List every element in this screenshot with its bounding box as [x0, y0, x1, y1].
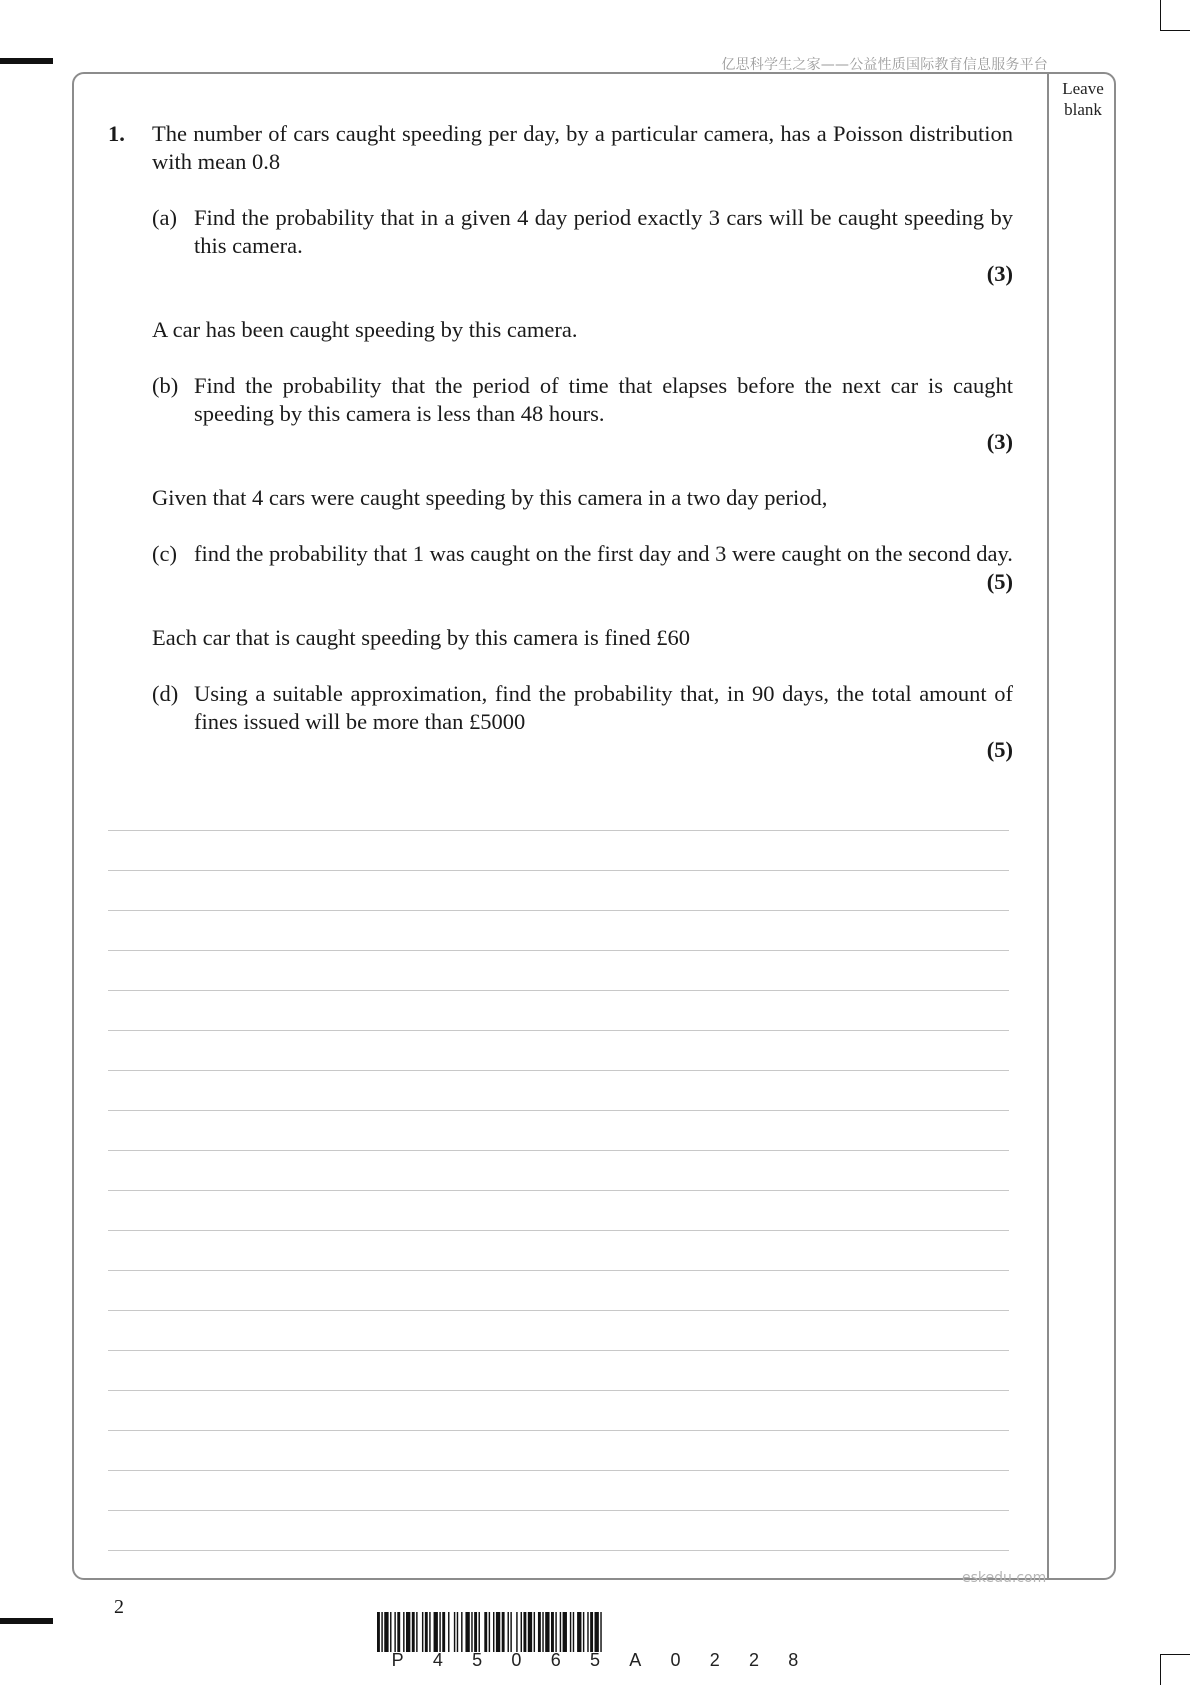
- barcode-bar: [573, 1612, 574, 1652]
- registration-mark-top-left: [0, 58, 53, 64]
- answer-line: [108, 1390, 1009, 1391]
- part-a-label: (a): [152, 205, 177, 230]
- part-b: [152, 372, 1013, 428]
- answer-line: [108, 1110, 1009, 1111]
- barcode-bar: [590, 1612, 593, 1652]
- barcode-bar: [465, 1612, 469, 1652]
- barcode-bar: [412, 1612, 415, 1652]
- answer-line: [108, 1470, 1009, 1471]
- barcode-bar: [538, 1612, 541, 1652]
- barcode-bar: [442, 1612, 445, 1652]
- barcode-bar: [390, 1612, 391, 1652]
- barcode-bar: [551, 1612, 554, 1652]
- barcode-bar: [406, 1612, 410, 1652]
- page-number: 2: [114, 1596, 124, 1618]
- barcode: [377, 1612, 813, 1652]
- answer-line: [108, 1030, 1009, 1031]
- part-b-label: (b): [152, 373, 179, 398]
- barcode-bar: [521, 1612, 522, 1652]
- barcode-bar: [493, 1612, 494, 1652]
- barcode-bar: [448, 1612, 449, 1652]
- answer-lines[interactable]: [108, 830, 1009, 1590]
- barcode-bar: [587, 1612, 588, 1652]
- part-a-marks: (3): [986, 261, 1013, 286]
- barcode-bar: [474, 1612, 477, 1652]
- context-d: Each car that is caught speeding by this camera is fined £60: [152, 625, 690, 650]
- barcode-char: A: [629, 1650, 642, 1670]
- barcode-bar: [563, 1612, 567, 1652]
- barcode-bar: [508, 1612, 509, 1652]
- barcode-char: 6: [550, 1650, 561, 1670]
- barcode-char: 0: [511, 1650, 522, 1670]
- leave-blank-line-1: Leave: [1062, 79, 1104, 98]
- question-content: [108, 120, 1013, 764]
- barcode-bar: [583, 1612, 584, 1652]
- barcode-bar: [377, 1612, 380, 1652]
- answer-line: [108, 990, 1009, 991]
- barcode-bar: [422, 1612, 423, 1652]
- barcode-bar: [416, 1612, 417, 1652]
- barcode-bar: [394, 1612, 395, 1652]
- answer-line: [108, 910, 1009, 911]
- barcode-bar: [425, 1612, 428, 1652]
- barcode-bar: [484, 1612, 487, 1652]
- question-stem-row: [108, 120, 1013, 176]
- answer-line: [108, 950, 1009, 951]
- barcode-bar: [403, 1612, 404, 1652]
- crop-mark-top-right: [1160, 0, 1190, 31]
- part-b-marks: (3): [986, 429, 1013, 454]
- barcode-bar: [489, 1612, 490, 1652]
- watermark-top: 亿思科学生之家——公益性质国际教育信息服务平台: [721, 57, 1048, 73]
- part-d-text: Using a suitable approximation, find the probability that, in 90 days, the total amount of fines issued will be more than £5000: [194, 681, 1013, 734]
- barcode-bar: [457, 1612, 458, 1652]
- barcode-char: 2: [709, 1650, 720, 1670]
- part-a: [152, 204, 1013, 260]
- registration-mark-bottom-left: [0, 1618, 53, 1624]
- barcode-bar: [479, 1612, 480, 1652]
- answer-line: [108, 1150, 1009, 1151]
- answer-line: [108, 1430, 1009, 1431]
- barcode-bar: [397, 1612, 400, 1652]
- barcode-bar: [595, 1612, 599, 1652]
- barcode-bar: [560, 1612, 561, 1652]
- answer-line: [108, 830, 1009, 831]
- barcode-text: [377, 1650, 813, 1671]
- barcode-bar: [502, 1612, 505, 1652]
- barcode-bar: [545, 1612, 549, 1652]
- answer-line: [108, 1070, 1009, 1071]
- barcode-char: 0: [670, 1650, 681, 1670]
- part-d-marks: (5): [986, 737, 1013, 762]
- barcode-char: 2: [749, 1650, 760, 1670]
- barcode-bar: [429, 1612, 430, 1652]
- barcode-bar: [534, 1612, 535, 1652]
- answer-line: [108, 870, 1009, 871]
- leave-blank-divider: [1047, 74, 1049, 1578]
- leave-blank-line-2: blank: [1064, 100, 1102, 119]
- barcode-bar: [496, 1612, 500, 1652]
- barcode-bar: [555, 1612, 556, 1652]
- question-number: 1.: [108, 121, 125, 146]
- part-c-label: (c): [152, 541, 177, 566]
- answer-line: [108, 1270, 1009, 1271]
- barcode-char: 8: [788, 1650, 799, 1670]
- barcode-bar: [523, 1612, 526, 1652]
- barcode-bar: [439, 1612, 440, 1652]
- part-c: [152, 540, 1013, 568]
- watermark-bottom: eskedu.com: [962, 1570, 1047, 1586]
- barcode-bar: [577, 1612, 581, 1652]
- part-b-text: Find the probability that the period of time that elapses before the next car is caught speeding by this camera is less than 48 hours.: [194, 373, 1013, 426]
- context-c: Given that 4 cars were caught speeding by this camera in a two day period,: [152, 485, 828, 510]
- part-a-text: Find the probability that in a given 4 day period exactly 3 cars will be caught speeding by this camera.: [194, 205, 1013, 258]
- barcode-bar: [471, 1612, 472, 1652]
- part-d: [152, 680, 1013, 736]
- crop-mark-bottom-right: [1160, 1654, 1190, 1685]
- barcode-bar: [542, 1612, 543, 1652]
- question-stem: The number of cars caught speeding per day, by a particular camera, has a Poisson distribution with mean 0.8: [152, 121, 1013, 174]
- answer-line: [108, 1350, 1009, 1351]
- barcode-bar: [454, 1612, 455, 1652]
- part-c-text: find the probability that 1 was caught on the first day and 3 were caught on the second day.: [194, 541, 1013, 566]
- answer-line: [108, 1510, 1009, 1511]
- answer-line: [108, 1550, 1009, 1551]
- barcode-char: 5: [472, 1650, 483, 1670]
- barcode-char: P: [391, 1650, 404, 1670]
- barcode-bar: [528, 1612, 532, 1652]
- answer-line: [108, 1310, 1009, 1311]
- answer-line: [108, 1190, 1009, 1191]
- barcode-bar: [600, 1612, 601, 1652]
- barcode-bar: [510, 1612, 511, 1652]
- answer-line: [108, 1230, 1009, 1231]
- part-d-label: (d): [152, 681, 179, 706]
- barcode-char: 5: [589, 1650, 600, 1670]
- barcode-char: 4: [432, 1650, 443, 1670]
- barcode-bar: [570, 1612, 571, 1652]
- barcode-bar: [434, 1612, 438, 1652]
- part-c-marks: (5): [986, 569, 1013, 594]
- barcode-bar: [384, 1612, 388, 1652]
- leave-blank-label: [1050, 78, 1116, 120]
- barcode-bar: [516, 1612, 517, 1652]
- context-b: A car has been caught speeding by this camera.: [152, 317, 578, 342]
- barcode-bar: [381, 1612, 382, 1652]
- barcode-bar: [461, 1612, 462, 1652]
